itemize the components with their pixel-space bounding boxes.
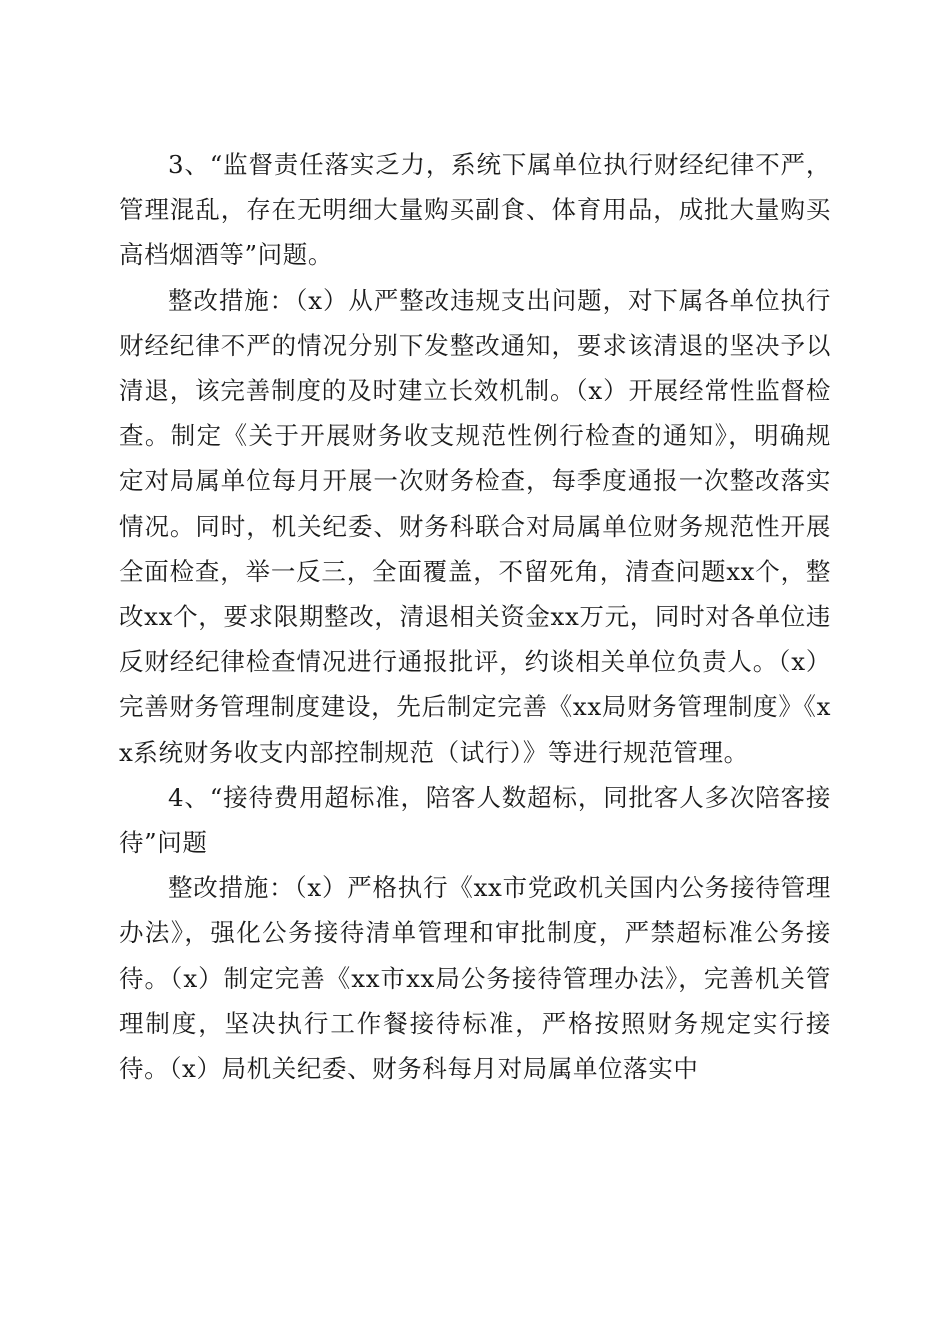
paragraph-rectification-measures-3: 整改措施：（x）从严整改违规支出问题，对下属各单位执行财经纪律不严的情况分别下发整改通知，要求该清退的坚决予以清退，该完善制度的及时建立长效机制。（x）开展经常性监督检查。制定《关于开展财务收支规范性例行检查的通知》，明确规定对局属单位每月开展一次财务检查，每季度通报一次整改落实情况。同时，机关纪委、财务科联合对局属单位财务规范性开展全面检查，举一反三，全面覆盖，不留死角，清查问题xx个，整改xx个，要求限期整改，清退相关资金xx万元，同时对各单位违反财经纪律检查情况进行通报批评，约谈相关单位负责人。（x）完善财务管理制度建设，先后制定完善《xx局财务管理制度》《xx系统财务收支内部控制规范（试行）》等进行规范管理。 bbox=[119, 285, 831, 767]
document-body bbox=[119, 142, 831, 1091]
paragraph-rectification-measures-4: 整改措施：（x）严格执行《xx市党政机关国内公务接待管理办法》，强化公务接待清单管理和审批制度，严禁超标准公务接待。（x）制定完善《xx市xx局公务接待管理办法》，完善机关管理制度，坚决执行工作餐接待标准，严格按照财务规定实行接待。（x）局机关纪委、财务科每月对局属单位落实中 bbox=[119, 873, 831, 1084]
paragraph-item-3-issue: 3、“监督责任落实乏力，系统下属单位执行财经纪律不严，管理混乱，存在无明细大量购买副食、体育用品，成批大量购买高档烟酒等”问题。 bbox=[119, 150, 831, 270]
paragraph-item-4-issue: 4、“接待费用超标准，陪客人数超标，同批客人多次陪客接待”问题 bbox=[119, 782, 831, 858]
